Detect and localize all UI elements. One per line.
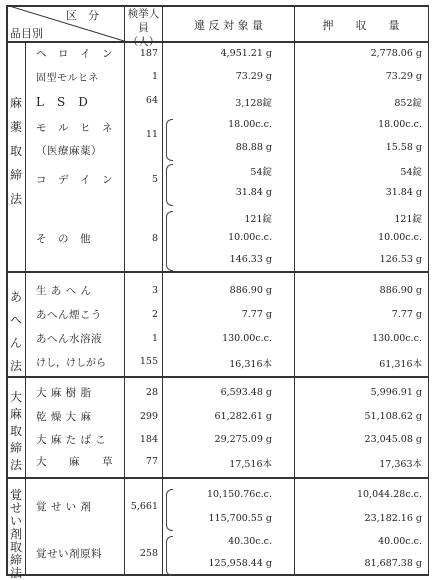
col-sep-law xyxy=(25,42,26,574)
item-lsd: L S D xyxy=(36,95,89,109)
law-label-stimulants: 覚 せ い 剤 取 締 法 xyxy=(9,488,22,580)
item-poppy: けし，けしがら xyxy=(36,358,106,369)
header-seized: 押 収 量 xyxy=(322,19,400,32)
section-sep-1 xyxy=(6,271,429,273)
item-cannabis-plant: 大 麻 草 xyxy=(36,456,113,468)
people-cannabis-cigarette: 184 xyxy=(139,434,158,445)
col-sep-people xyxy=(162,5,163,575)
people-heroin: 187 xyxy=(139,48,158,59)
people-poppy: 155 xyxy=(139,356,158,367)
header-violation: 違 反 対 象 量 xyxy=(194,19,263,32)
seized-cannabis-resin: 5,996.91 g xyxy=(370,387,422,398)
people-prepared-opium: 2 xyxy=(151,309,158,320)
violation-morphine-cc: 18.00c.c. xyxy=(228,119,272,130)
people-stimulant-precursor: 258 xyxy=(139,548,158,559)
seized-cannabis-cigarette: 23,045.08 g xyxy=(364,434,422,445)
violation-poppy: 16,316本 xyxy=(229,359,272,370)
violation-lsd: 3,128錠 xyxy=(235,98,272,109)
item-cannabis-cigarette: 大 麻 た ば こ xyxy=(36,434,107,446)
item-codeine: コ デ イ ン xyxy=(36,174,113,186)
section-sep-2 xyxy=(6,376,429,378)
seized-raw-opium: 886.90 g xyxy=(379,285,422,296)
violation-raw-opium: 886.90 g xyxy=(229,285,272,296)
item-dried-cannabis: 乾 燥 大 麻 xyxy=(36,411,92,423)
table-bottom-border xyxy=(6,574,429,576)
people-opium-solution: 1 xyxy=(151,333,158,344)
people-other: 8 xyxy=(151,233,158,244)
item-prepared-opium: あへん煙こう xyxy=(36,309,102,321)
section-sep-3 xyxy=(6,477,429,479)
people-cannabis-resin: 28 xyxy=(145,387,158,398)
violation-morphine-g: 88.88 g xyxy=(235,142,272,153)
law-label-opium: あ へ ん 法 xyxy=(9,290,22,373)
violation-precursor-g: 125,958.44 g xyxy=(208,558,272,569)
col-sep-violation xyxy=(294,5,295,575)
seized-morphine-g: 15.58 g xyxy=(385,142,422,153)
seized-stimulant-g: 23,182.16 g xyxy=(364,513,422,524)
violation-stimulant-cc: 10,150.76c.c. xyxy=(206,489,272,500)
seized-solid-morphine: 73.29 g xyxy=(385,71,422,82)
violation-precursor-cc: 40.30c.c. xyxy=(228,536,272,547)
item-opium-solution: あへん水溶液 xyxy=(36,333,102,345)
item-raw-opium: 生 あ へ ん xyxy=(36,285,92,297)
people-stimulant: 5,661 xyxy=(130,501,158,512)
violation-solid-morphine: 73.29 g xyxy=(235,71,272,82)
seized-morphine-cc: 18.00c.c. xyxy=(378,119,422,130)
people-raw-opium: 3 xyxy=(151,285,158,296)
seized-dried-cannabis: 51,108.62 g xyxy=(364,411,422,422)
item-stimulant: 覚 せ い 剤 xyxy=(36,501,92,513)
violation-other-g: 146.33 g xyxy=(229,254,272,265)
item-other: そ の 他 xyxy=(36,233,91,245)
violation-dried-cannabis: 61,282.61 g xyxy=(214,411,272,422)
violation-opium-solution: 130.00c.c. xyxy=(222,333,272,344)
violation-stimulant-g: 115,700.55 g xyxy=(208,513,272,524)
law-label-narcotics: 麻 薬 取 締 法 xyxy=(9,96,22,206)
seized-cannabis-plant: 17,363本 xyxy=(379,459,422,470)
header-arrested: 検挙人員 （人） xyxy=(127,8,160,48)
item-morphine-medical: モ ル ヒ ネ （医療麻薬） xyxy=(36,122,113,157)
violation-other-cc: 10.00c.c. xyxy=(228,232,272,243)
seized-heroin: 2,778.06 g xyxy=(370,48,422,59)
violation-cannabis-resin: 6,593.48 g xyxy=(220,387,272,398)
seized-stimulant-cc: 10,044.28c.c. xyxy=(356,489,422,500)
table-right-border xyxy=(428,5,430,575)
seized-lsd: 852錠 xyxy=(394,98,422,109)
seized-other-cc: 10.00c.c. xyxy=(378,232,422,243)
violation-cannabis-cigarette: 29,275.09 g xyxy=(214,434,272,445)
people-cannabis-plant: 77 xyxy=(145,456,158,467)
header-category: 区 分 xyxy=(66,9,99,22)
violation-cannabis-plant: 17,516本 xyxy=(229,459,272,470)
violation-prepared-opium: 7.77 g xyxy=(241,309,272,320)
violation-codeine-tablets: 54錠 xyxy=(250,167,272,178)
seized-other-g: 126.53 g xyxy=(379,254,422,265)
item-heroin: ヘ ロ イ ン xyxy=(36,48,113,60)
seized-codeine-tablets: 54錠 xyxy=(400,167,422,178)
violation-heroin: 4,951.21 g xyxy=(220,48,272,59)
people-morphine-medical: 11 xyxy=(145,129,158,140)
people-solid-morphine: 1 xyxy=(151,71,158,82)
seized-precursor-g: 81,687.38 g xyxy=(364,558,422,569)
drug-seizure-table xyxy=(6,5,429,580)
seized-codeine-g: 31.84 g xyxy=(385,187,422,198)
seized-precursor-cc: 40.00c.c. xyxy=(378,536,422,547)
item-cannabis-resin: 大 麻 樹 脂 xyxy=(36,387,92,399)
people-codeine: 5 xyxy=(151,174,158,185)
people-dried-cannabis: 299 xyxy=(139,411,158,422)
seized-prepared-opium: 7.77 g xyxy=(391,309,422,320)
item-solid-morphine: 固型モルヒネ xyxy=(36,73,99,84)
item-stimulant-precursor: 覚せい剤原料 xyxy=(36,548,102,560)
seized-opium-solution: 130.00c.c. xyxy=(372,333,422,344)
seized-other-tablets: 121錠 xyxy=(394,214,422,225)
violation-other-tablets: 121錠 xyxy=(244,214,272,225)
law-label-cannabis: 大 麻 取 締 法 xyxy=(9,390,22,472)
header-item: 品目別 xyxy=(10,27,43,40)
violation-codeine-g: 31.84 g xyxy=(235,187,272,198)
people-lsd: 64 xyxy=(145,95,158,106)
seized-poppy: 61,316本 xyxy=(379,359,422,370)
